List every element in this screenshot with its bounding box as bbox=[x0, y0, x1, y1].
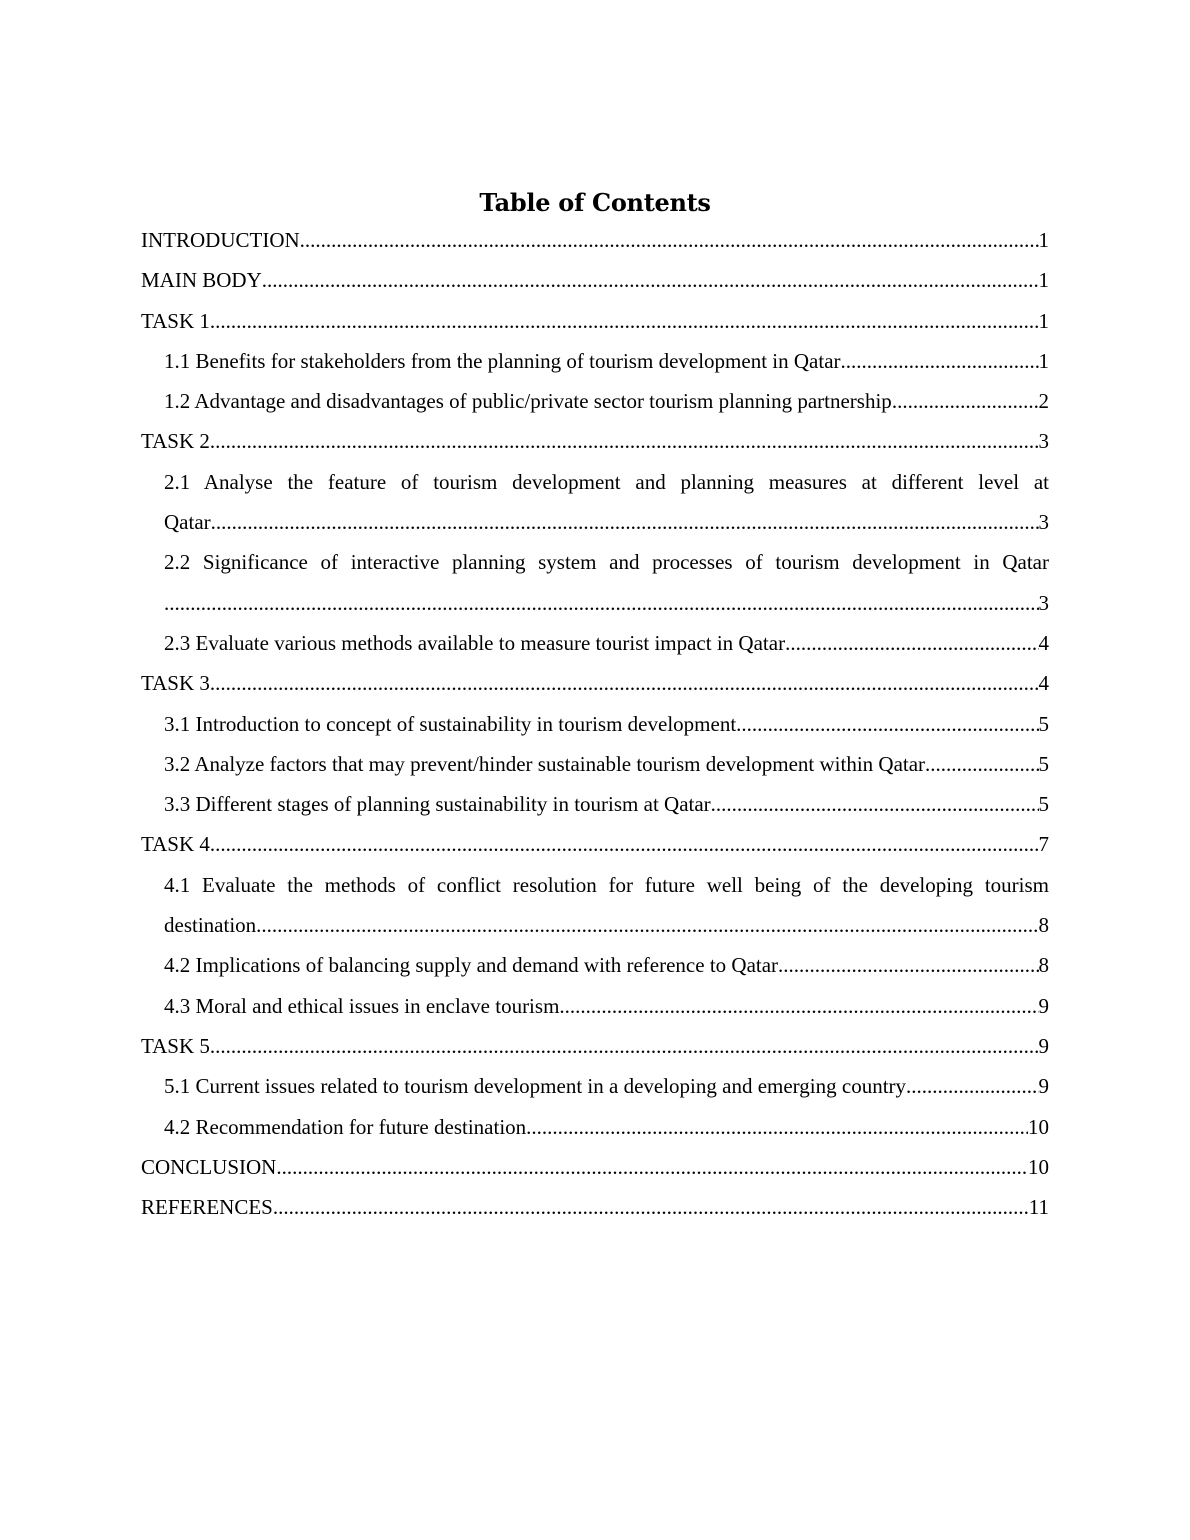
dot-leader bbox=[210, 1026, 1039, 1066]
toc-entry-text: TASK 5 bbox=[141, 1033, 210, 1058]
toc-page-number: 1 bbox=[1038, 308, 1049, 333]
toc-entry-text: 2.3 Evaluate various methods available to measure tourist impact in Qatar bbox=[164, 630, 786, 655]
toc-entry-1-2[interactable] bbox=[141, 381, 1049, 421]
toc-entry-text: TASK 3 bbox=[141, 671, 210, 696]
toc-entry-2-3[interactable] bbox=[141, 623, 1049, 663]
toc-entry-text: 4.1 Evaluate the methods of conflict resolution for future well being of the developing tourism bbox=[164, 872, 1049, 897]
toc-entry-text: INTRODUCTION bbox=[141, 228, 300, 252]
toc-entry-text: 4.3 Moral and ethical issues in enclave tourism bbox=[164, 993, 560, 1018]
toc-page-number: 5 bbox=[1038, 792, 1049, 817]
dot-leader bbox=[273, 1187, 1029, 1227]
toc-entry-task-3[interactable] bbox=[141, 663, 1049, 703]
toc-entry-5-1[interactable] bbox=[141, 1066, 1049, 1106]
toc-entry-4-1[interactable] bbox=[141, 865, 1049, 946]
toc-entry-text: 1.1 Benefits for stakeholders from the planning of tourism development in Qatar bbox=[164, 348, 841, 373]
toc-entry-task-1[interactable] bbox=[141, 301, 1049, 341]
toc-entry-1-1[interactable] bbox=[141, 341, 1049, 381]
toc-entry-text: 3.1 Introduction to concept of sustainability in tourism development bbox=[164, 711, 737, 736]
toc-entry-text: 4.2 Implications of balancing supply and demand with reference to Qatar bbox=[164, 953, 779, 978]
toc-page-number: 1 bbox=[1038, 348, 1049, 373]
dot-leader bbox=[210, 824, 1039, 864]
toc-entry-text: 4.2 Recommendation for future destination bbox=[164, 1114, 527, 1139]
toc-entry-text-continued: Qatar bbox=[164, 510, 211, 535]
toc-page-number: 10 bbox=[1028, 1154, 1049, 1179]
toc-entry-text: CONCLUSION bbox=[141, 1154, 277, 1179]
dot-leader bbox=[256, 905, 1038, 945]
toc-page-number: 8 bbox=[1038, 953, 1049, 978]
toc-entry-text-continued: destination bbox=[164, 913, 257, 938]
toc-entry-text: MAIN BODY bbox=[141, 268, 262, 293]
toc-page-number: 9 bbox=[1038, 1074, 1049, 1099]
toc-page-number: 3 bbox=[1038, 510, 1049, 535]
toc-page-number: 4 bbox=[1038, 630, 1049, 655]
table-of-contents bbox=[141, 220, 1049, 1227]
toc-entry-text: 3.2 Analyze factors that may prevent/hinder sustainable tourism development within Qatar bbox=[164, 751, 926, 776]
toc-entry-3-2[interactable] bbox=[141, 744, 1049, 784]
toc-page-number: 9 bbox=[1038, 993, 1049, 1018]
toc-page-number: 5 bbox=[1038, 711, 1049, 736]
toc-entry-text: 2.2 Significance of interactive planning system and processes of tourism development in Qatar bbox=[164, 550, 1049, 575]
toc-entry-2-1[interactable] bbox=[141, 462, 1049, 543]
toc-page-number: 10 bbox=[1028, 1114, 1049, 1139]
toc-page-number: 3 bbox=[1038, 590, 1049, 615]
dot-leader bbox=[526, 1107, 1028, 1147]
dot-leader bbox=[300, 220, 1039, 260]
toc-entry-5-2[interactable] bbox=[141, 1107, 1049, 1147]
toc-page-number: 4 bbox=[1038, 671, 1049, 696]
dot-leader bbox=[778, 945, 1038, 985]
toc-page-number: 2 bbox=[1038, 389, 1049, 414]
dot-leader bbox=[892, 381, 1039, 421]
toc-entry-text: 5.1 Current issues related to tourism development in a developing and emerging country bbox=[164, 1074, 907, 1099]
toc-entry-3-1[interactable] bbox=[141, 704, 1049, 744]
toc-page-number: 9 bbox=[1038, 1033, 1049, 1058]
toc-entry-text: 3.3 Different stages of planning sustainability in tourism at Qatar bbox=[164, 792, 711, 817]
dot-leader bbox=[210, 301, 1039, 341]
toc-page-number: 3 bbox=[1038, 429, 1049, 454]
toc-entry-text: TASK 2 bbox=[141, 429, 210, 454]
toc-entry-3-3[interactable] bbox=[141, 784, 1049, 824]
toc-entry-text: 1.2 Advantage and disadvantages of public/private sector tourism planning partnership bbox=[164, 389, 892, 414]
dot-leader bbox=[925, 744, 1038, 784]
toc-page-number: 5 bbox=[1038, 751, 1049, 776]
dot-leader bbox=[711, 784, 1039, 824]
toc-entry-text: REFERENCES bbox=[141, 1195, 273, 1220]
toc-entry-task-4[interactable] bbox=[141, 824, 1049, 864]
toc-page-number: 7 bbox=[1038, 832, 1049, 857]
toc-entry-introduction[interactable] bbox=[141, 220, 1049, 260]
toc-entry-task-2[interactable] bbox=[141, 421, 1049, 461]
dot-leader bbox=[841, 341, 1039, 381]
toc-entry-4-2[interactable] bbox=[141, 945, 1049, 985]
dot-leader bbox=[210, 663, 1039, 703]
toc-entry-text: TASK 1 bbox=[141, 308, 210, 333]
toc-page-number: 1 bbox=[1038, 268, 1049, 293]
dot-leader bbox=[210, 421, 1039, 461]
dot-leader bbox=[262, 260, 1039, 300]
toc-entry-4-3[interactable] bbox=[141, 986, 1049, 1026]
toc-entry-conclusion[interactable] bbox=[141, 1147, 1049, 1187]
dot-leader bbox=[906, 1066, 1038, 1106]
dot-leader bbox=[276, 1147, 1028, 1187]
dot-leader bbox=[211, 502, 1039, 542]
dot-leader bbox=[785, 623, 1038, 663]
toc-title: Table of Contents bbox=[479, 188, 711, 217]
dot-leader bbox=[559, 986, 1038, 1026]
toc-entry-text: 2.1 Analyse the feature of tourism development and planning measures at different level at bbox=[164, 469, 1049, 494]
toc-entry-references[interactable] bbox=[141, 1187, 1049, 1227]
toc-page-number: 11 bbox=[1028, 1195, 1049, 1220]
toc-entry-text: TASK 4 bbox=[141, 832, 210, 857]
toc-entry-2-2[interactable] bbox=[141, 542, 1049, 623]
dot-leader bbox=[164, 583, 1039, 623]
toc-entry-task-5[interactable] bbox=[141, 1026, 1049, 1066]
dot-leader bbox=[736, 704, 1038, 744]
toc-page-number: 8 bbox=[1038, 913, 1049, 938]
toc-page-number: 1 bbox=[1038, 228, 1049, 252]
toc-entry-main-body[interactable] bbox=[141, 260, 1049, 300]
